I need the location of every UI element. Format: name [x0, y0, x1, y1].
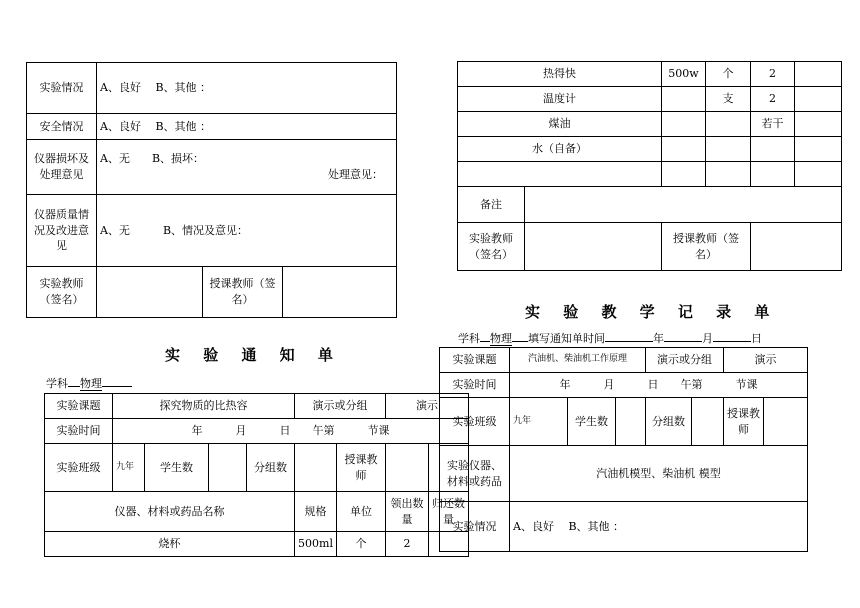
groups-label: 分组数	[247, 444, 295, 492]
students-value	[209, 444, 247, 492]
topic-value: 探究物质的比热容	[113, 394, 295, 419]
col-spec-header: 规格	[295, 492, 337, 532]
students-label: 学生数	[145, 444, 209, 492]
material-spec	[662, 112, 706, 137]
mode-value: 演示	[724, 348, 808, 373]
material-returned	[795, 62, 842, 87]
record-subject-line	[458, 330, 762, 346]
material-qty	[751, 137, 795, 162]
subject-label: 学科	[458, 332, 480, 345]
material-spec: 500w	[662, 62, 706, 87]
col-return-header: 归还数量	[429, 492, 469, 532]
equipment-label: 实验仪器、材料或药品	[440, 446, 510, 502]
material-empty	[706, 162, 751, 187]
material-empty	[458, 162, 662, 187]
material-qty: 2	[751, 62, 795, 87]
groups-label: 分组数	[646, 398, 692, 446]
notice-title: 实 验 通 知 单	[165, 346, 342, 364]
teacher-label: 授课教师	[337, 444, 386, 492]
notice-table	[44, 393, 469, 557]
course-teacher-signature	[751, 223, 842, 271]
disposal-opinion: 处理意见：	[328, 168, 383, 181]
material-empty	[751, 162, 795, 187]
experiment-status-value: A、良好 B、其他 ：	[97, 63, 397, 114]
time-value: 年 月 日 午第 节课	[510, 373, 808, 398]
record-top-table	[26, 62, 397, 318]
month-label: 月	[702, 332, 713, 345]
material-name: 水（自备）	[458, 137, 662, 162]
material-unit	[706, 112, 751, 137]
experiment-status-label: 实验情况	[27, 63, 97, 114]
item-unit: 个	[337, 532, 386, 557]
material-name: 煤油	[458, 112, 662, 137]
groups-value	[295, 444, 337, 492]
col-qty-header: 领出数量	[386, 492, 429, 532]
item-name: 烧杯	[45, 532, 295, 557]
course-teacher-label: 授课教师（签名）	[203, 267, 283, 318]
remark-value	[525, 187, 842, 223]
damage-label: 仪器损坏及处理意见	[27, 140, 97, 195]
equipment-value: 汽油机模型、柴油机 模型	[510, 446, 808, 502]
experiment-teacher-signature	[525, 223, 662, 271]
quality-value: A、无 B、情况及意见：	[97, 195, 397, 267]
damage-value-a: A、无 B、损坏：	[100, 152, 205, 166]
material-name: 温度计	[458, 87, 662, 112]
material-name: 热得快	[458, 62, 662, 87]
material-list-table	[457, 61, 842, 271]
subject-value: 物理	[80, 377, 102, 390]
teacher-value	[386, 444, 429, 492]
subject-label: 学科	[46, 377, 68, 390]
quality-label: 仪器质量情况及改进意见	[27, 195, 97, 267]
year-label: 年	[653, 332, 664, 345]
mode-value: 演示	[386, 394, 469, 419]
status-value: A、良好 B、其他 ：	[510, 502, 808, 552]
subject-value: 物理	[490, 332, 512, 345]
material-unit	[706, 137, 751, 162]
topic-label: 实验课题	[45, 394, 113, 419]
material-unit: 支	[706, 87, 751, 112]
day-label: 日	[751, 332, 762, 345]
groups-value	[692, 398, 724, 446]
material-returned	[795, 112, 842, 137]
topic-value: 汽油机、柴油机工作原理	[510, 348, 646, 373]
time-label: 实验时间	[440, 373, 510, 398]
teacher-value	[764, 398, 808, 446]
class-value: 九年	[113, 444, 145, 492]
material-returned	[795, 87, 842, 112]
status-label: 实验情况	[440, 502, 510, 552]
item-qty: 2	[386, 532, 429, 557]
students-label: 学生数	[568, 398, 616, 446]
experiment-teacher-label: 实验教师（签名）	[458, 223, 525, 271]
date-label: 填写通知单时间	[528, 332, 605, 345]
material-qty: 2	[751, 87, 795, 112]
course-teacher-signature	[283, 267, 397, 318]
remark-label: 备注	[458, 187, 525, 223]
record-title: 实 验 教 学 记 录 单	[525, 303, 779, 321]
damage-value	[97, 140, 397, 195]
material-returned	[795, 137, 842, 162]
material-empty	[795, 162, 842, 187]
col-name-header: 仪器、材料或药品名称	[45, 492, 295, 532]
class-label: 实验班级	[45, 444, 113, 492]
teacher-label: 授课教师	[724, 398, 764, 446]
class-value: 九年	[510, 398, 568, 446]
students-value	[616, 398, 646, 446]
col-unit-header: 单位	[337, 492, 386, 532]
safety-status-label: 安全情况	[27, 114, 97, 140]
time-label: 实验时间	[45, 419, 113, 444]
class-label: 实验班级	[440, 398, 510, 446]
mode-label: 演示或分组	[295, 394, 386, 419]
material-empty	[662, 162, 706, 187]
material-spec	[662, 137, 706, 162]
notice-subject-line	[46, 375, 132, 391]
material-qty: 若干	[751, 112, 795, 137]
safety-status-value: A、良好 B、其他 ：	[97, 114, 397, 140]
material-spec	[662, 87, 706, 112]
item-spec: 500ml	[295, 532, 337, 557]
course-teacher-label: 授课教师（签名）	[662, 223, 751, 271]
mode-label: 演示或分组	[646, 348, 724, 373]
experiment-teacher-signature	[97, 267, 203, 318]
material-unit: 个	[706, 62, 751, 87]
record-table	[439, 347, 808, 552]
experiment-teacher-label: 实验教师（签名）	[27, 267, 97, 318]
time-value: 年 月 日 午第 节课	[113, 419, 469, 444]
topic-label: 实验课题	[440, 348, 510, 373]
